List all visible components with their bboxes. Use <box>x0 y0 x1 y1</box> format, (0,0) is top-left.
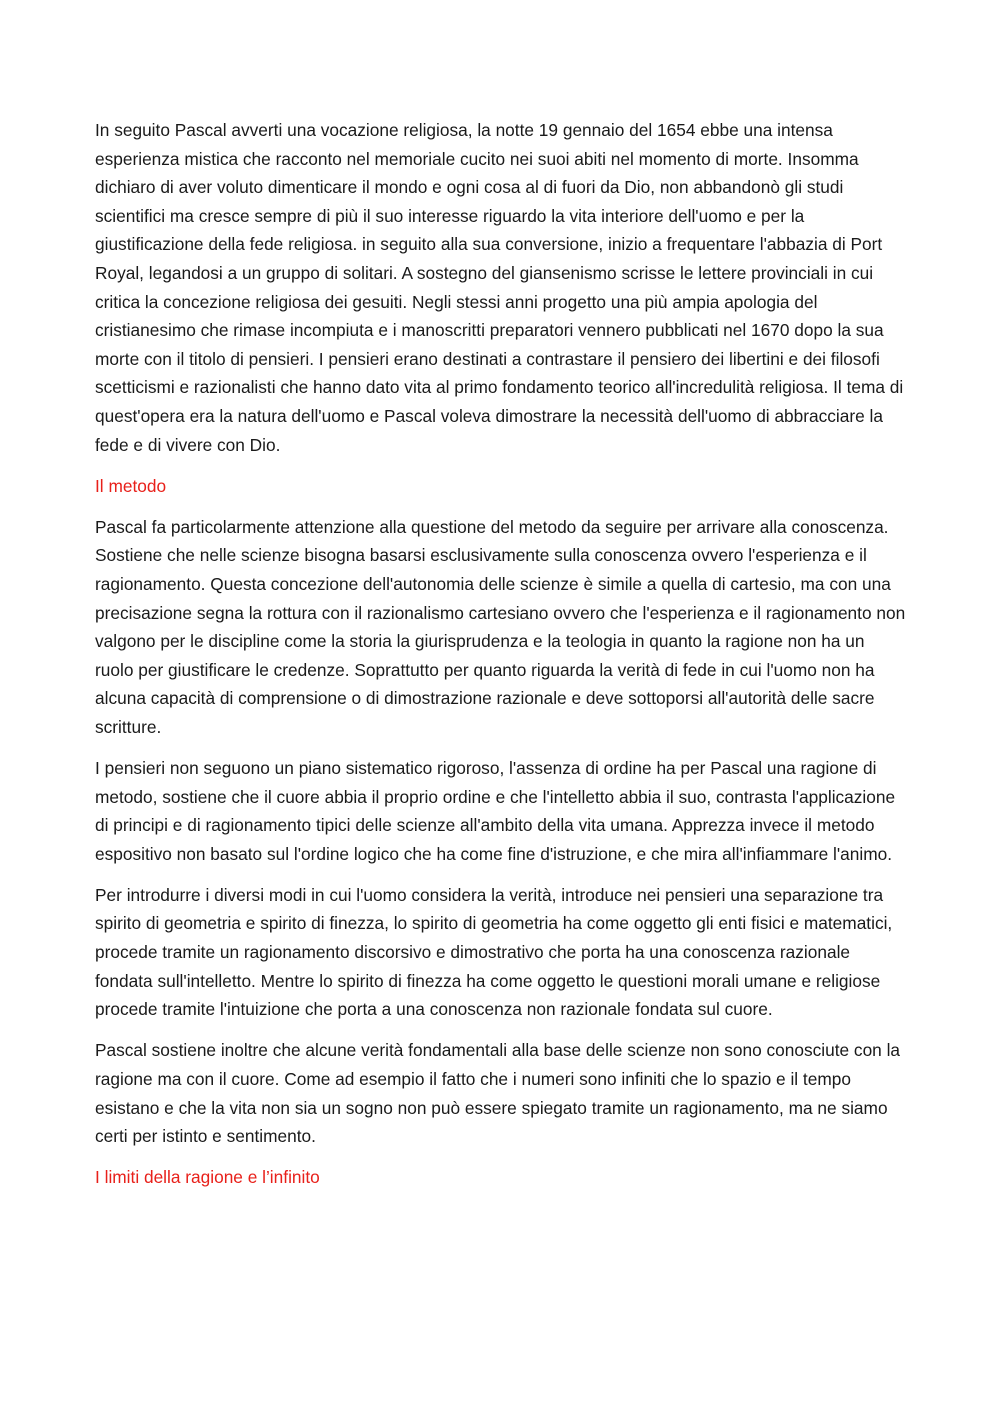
paragraph-metodo-2: I pensieri non seguono un piano sistematico rigoroso, l'assenza di ordine ha per Pascal una ragione di metodo, sostiene che il cuore abbia il proprio ordine e che l'intelletto abbia il suo, contrasta l'applicazione di principi e di ragionamento tipici delle scienze all'ambito della vita umana. Apprezza invece il metodo espositivo non basato sul l'ordine logico che ha come fine d'istruzione, e che mira all'infiammare l'animo. <box>95 757 896 864</box>
heading-limiti-ragione: I limiti della ragione e l’infinito <box>95 1167 320 1188</box>
paragraph-intro: In seguito Pascal avverti una vocazione religiosa, la notte 19 gennaio del 1654 ebbe una intensa esperienza mistica che racconto nel memoriale cucito nei suoi abiti nel momento di morte. Insomma dichiaro di aver voluto dimenticare il mondo e ogni cosa al di fuori da Dio, non abbandonò gli studi scientifici ma cresce sempre di più il suo interesse riguardo la vita interiore dell'uomo e per la giustificazione della fede religiosa. in seguito alla sua conversione, inizio a frequentare l'abbazia di Port Royal, legandosi a un gruppo di solitari. A sostegno del giansenismo scrisse le lettere provinciali in cui critica la concezione religiosa dei gesuiti. Negli stessi anni progetto una più ampia apologia del cristianesimo che rimase incompiuta e i manoscritti preparatori vennero pubblicati nel 1670 dopo la sua morte con il titolo di pensieri. I pensieri erano destinati a contrastare il pensiero dei libertini e dei filosofi scetticismi e razionalisti che hanno dato vita al primo fondamento teorico all'incredulità religiosa. Il tema di quest'opera era la natura dell'uomo e Pascal voleva dimostrare la necessità dell'uomo di abbracciare la fede e di vivere con Dio. <box>95 120 904 455</box>
document-page <box>95 116 907 1204</box>
heading-il-metodo: Il metodo <box>95 475 167 496</box>
paragraph-metodo-4: Pascal sostiene inoltre che alcune verità fondamentali alla base delle scienze non sono conosciute con la ragione ma con il cuore. Come ad esempio il fatto che i numeri sono infiniti che lo spazio e il tempo esistano e che la vita non sia un sogno non può essere spiegato tramite un ragionamento, ma ne siamo certi per istinto e sentimento. <box>95 1040 901 1147</box>
paragraph-metodo-3: Per introdurre i diversi modi in cui l'uomo considera la verità, introduce nei pensieri una separazione tra spirito di geometria e spirito di finezza, lo spirito di geometria ha come oggetto gli enti fisici e matematici, procede tramite un ragionamento discorsivo e dimostrativo che porta ha una conoscenza razionale fondata sull'intelletto. Mentre lo spirito di finezza ha come oggetto le questioni morali umane e religiose procede tramite l'intuizione che porta a una conoscenza non razionale fondata sul cuore. <box>95 884 893 1020</box>
paragraph-metodo-1: Pascal fa particolarmente attenzione alla questione del metodo da seguire per arrivare alla conoscenza. Sostiene che nelle scienze bisogna basarsi esclusivamente sulla conoscenza ovvero l'esperienza e il ragionamento. Questa concezione dell'autonomia delle scienze è simile a quella di cartesio, ma con una precisazione segna la rottura con il razionalismo cartesiano ovvero che l'esperienza e il ragionamento non valgono per le discipline come la storia la giurisprudenza e la teologia in quanto la ragione non ha un ruolo per giustificare le credenze. Soprattutto per quanto riguarda la verità di fede in cui l'uomo non ha alcuna capacità di comprensione o di dimostrazione razionale e deve sottoporsi all'autorità delle sacre scritture. <box>95 516 906 737</box>
